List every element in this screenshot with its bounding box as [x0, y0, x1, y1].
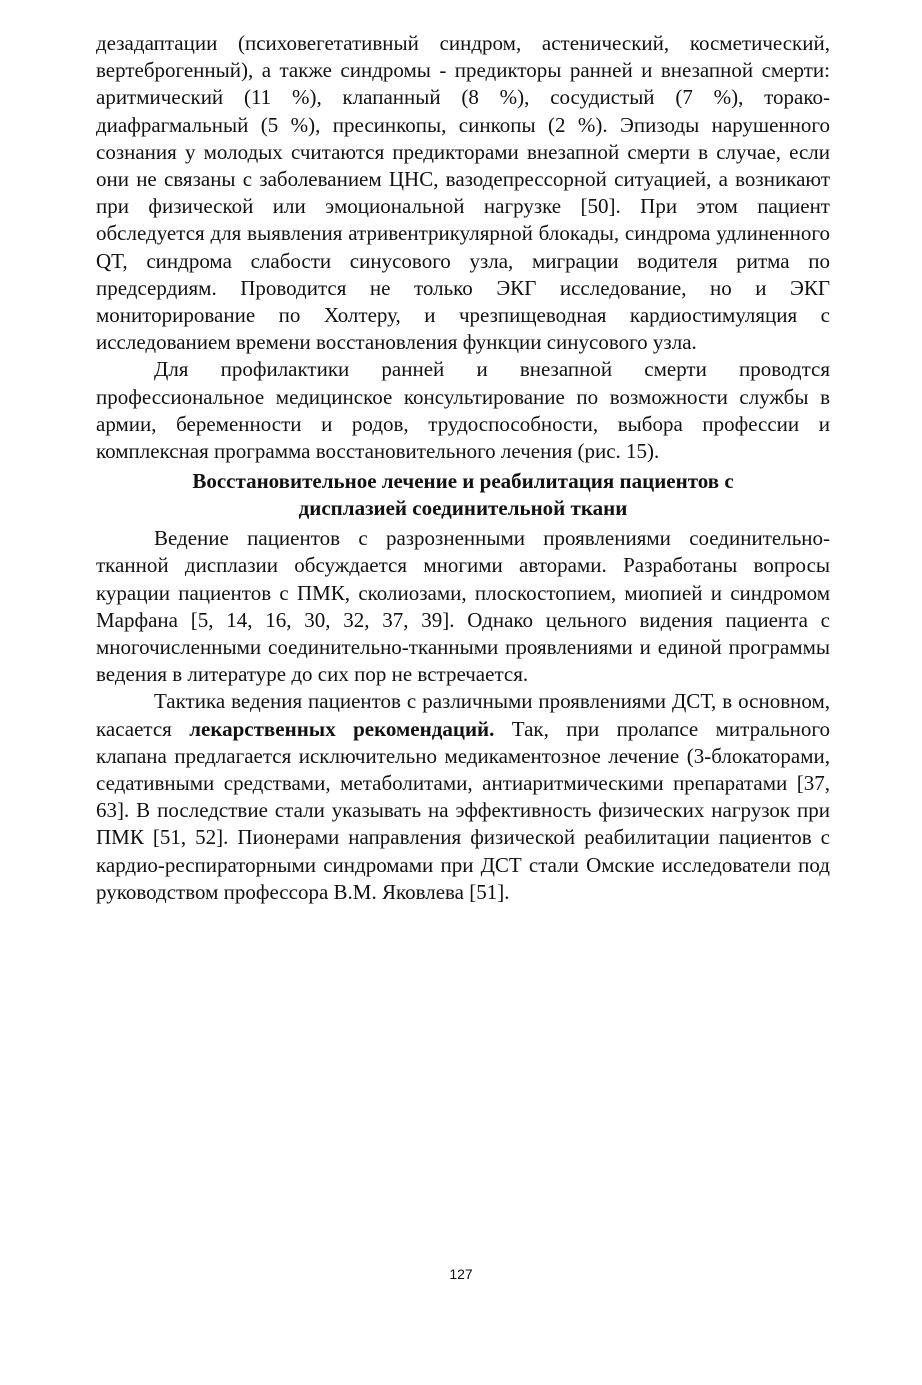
body-paragraph: Для профилактики ранней и внезапной смерти проводтся профессиональное медицинское консультирование по возможности службы в армии, беременности и родов, трудоспособности, выбора профессии и комплексная программа восстановительного лечения (рис. 15). [96, 357, 830, 464]
body-paragraph: Ведение пациентов с разрозненными проявлениями соединительно-тканной дисплазии обсуждается многими авторами. Разработаны вопросы курации пациентов с ПМК, сколиозами, плоскостопием, миопией и синдромом Марфана [5, 14, 16, 30, 32, 37, 39]. Однако цельного видения пациента с многочисленными соединительно-тканными проявлениями и единой программы ведения в литературе до сих пор не встречается. [96, 526, 830, 687]
document-page [96, 30, 830, 906]
section-heading-line: Восстановительное лечение и реабилитация пациентов с [192, 469, 734, 494]
body-paragraph [96, 688, 830, 906]
section-heading [96, 468, 830, 522]
body-paragraph: дезадаптации (психовегетативный синдром, астенический, косметический, вертеброгенный), а также синдромы - предикторы ранней и внезапной смерти: аритмический (11 %), клапанный (8 %), сосудистый (7 %), торако-диафрагмальный (5 %), пресинкопы, синкопы (2 %). Эпизоды нарушенного сознания у молодых считаются предикторами внезапной смерти в случае, если они не связаны с заболеванием ЦНС, вазодепрессорной ситуацией, а возникают при физической или эмоциональной нагрузке [50]. При этом пациент обследуется для выявления атривентрикулярной блокады, синдрома удлиненного QT, синдрома слабости синусового узла, миграции водителя ритма по предсердиям. Проводится не только ЭКГ исследование, но и ЭКГ мониторирование по Холтеру, и чрезпищеводная кардиостимуляция с исследованием времени восстановления функции синусового узла. [96, 31, 830, 355]
bold-emphasis: лекарственных рекомендаций. [189, 716, 495, 741]
paragraph-text: Тактика ведения пациентов с различными проявлениями ДСТ, в основном, касается [96, 689, 830, 741]
section-heading-line: дисплазией соединительной ткани [298, 496, 628, 521]
paragraph-text: Так, при пролапсе митрального клапана предлагается исключительно медикаментозное лечение (3-блокаторами, седативными средствами, метаболитами, антиаритмическими препаратами [37, 63]. В последствие стали указывать на эффективность физических нагрузок при ПМК [51, 52]. Пионерами направления физической реабилитации пациентов с кардио-респираторными синдромами при ДСТ стали Омские исследователи под руководством профессора В.М. Яковлева [51]. [96, 716, 830, 904]
page-number: 127 [449, 1266, 473, 1282]
